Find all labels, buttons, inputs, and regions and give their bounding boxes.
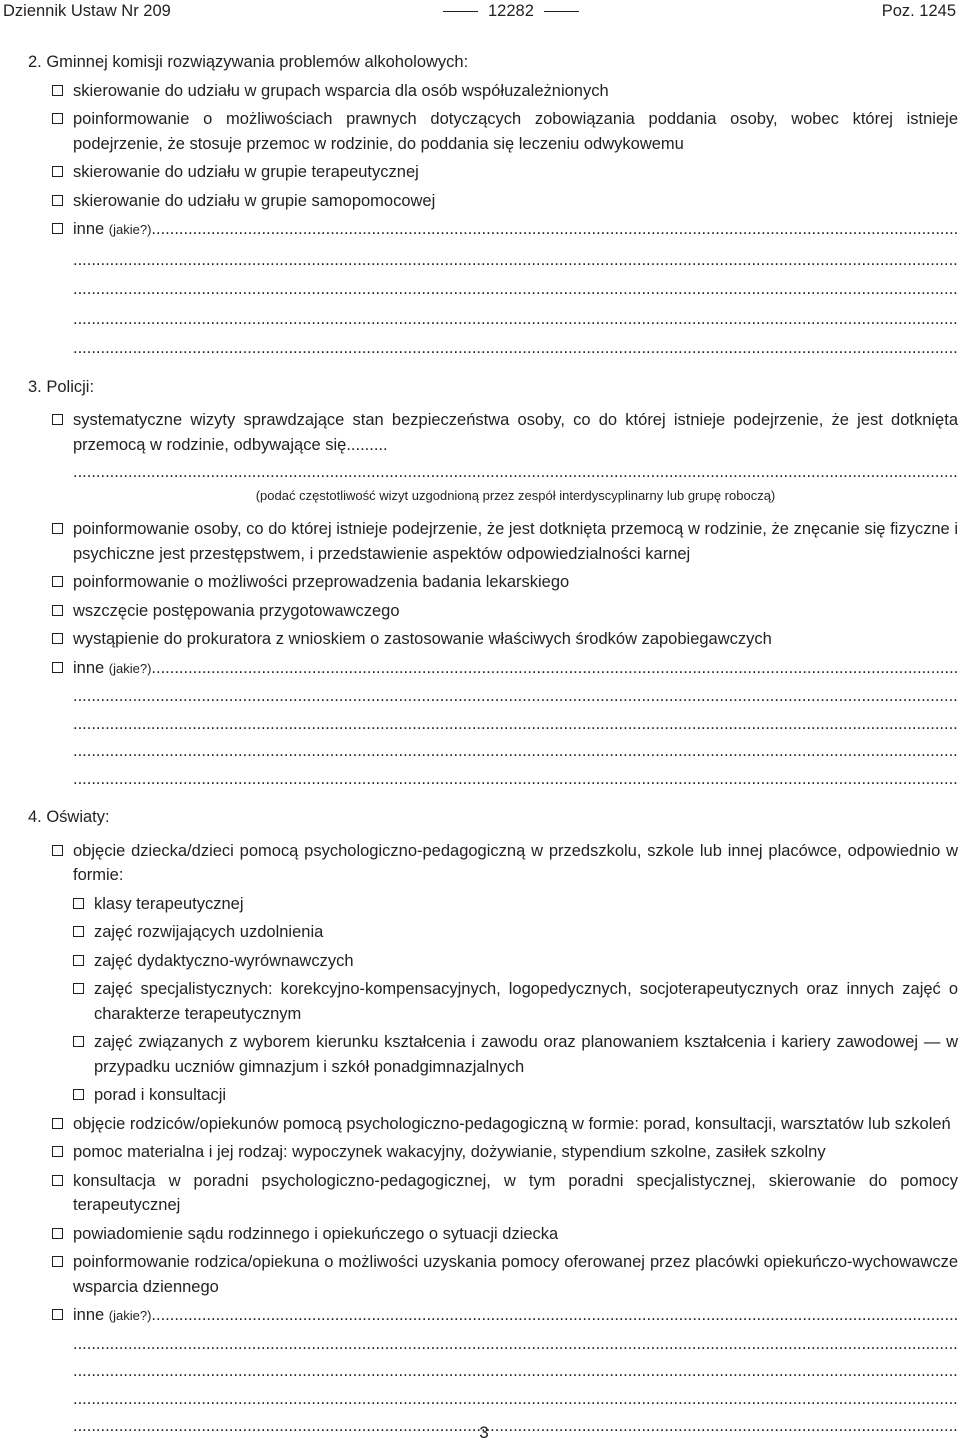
checkbox[interactable] [52,1146,63,1157]
item-text: klasy terapeutycznej [94,894,244,913]
checkbox[interactable] [73,926,84,937]
document-body [28,50,958,1439]
other-label: inne [73,658,105,677]
checkbox-item [28,599,958,624]
fill-line[interactable] [28,307,958,332]
page-header [0,0,960,24]
item-text: zajęć dydaktyczno-wyrównawczych [94,951,354,970]
item-text: poinformowanie o możliwości przeprowadzenia badania lekarskiego [73,573,570,591]
checkbox-subitem [28,892,958,917]
checkbox[interactable] [52,166,63,177]
checkbox[interactable] [52,1228,63,1239]
position-number: Poz. 1245 [881,2,956,20]
checkbox[interactable] [52,576,63,587]
item-text: systematyczne wizyty sprawdzające stan bezpieczeństwa osoby, co do której istnieje podejrzenie, że jest dotknięta przemocą w rodzinie, odbywające się [73,411,958,454]
checkbox-item [28,1222,958,1247]
fill-line[interactable]: ......... [346,435,388,454]
section-2-title: 2. Gminnej komisji rozwiązywania problemów alkoholowych: [28,53,469,71]
page-code-number: 12282 [488,2,534,20]
fill-line[interactable] [28,712,958,737]
other-item [28,1303,958,1329]
fill-line[interactable] [28,336,958,361]
section-4-title: 4. Oświaty: [28,808,110,826]
checkbox[interactable] [52,662,63,673]
checkbox-item [28,107,958,156]
checkbox-item [28,517,958,566]
item-text: porad i konsultacji [94,1086,227,1104]
item-text: pomoc materialna i jej rodzaj: wypoczynek wakacyjny, dożywianie, stypendium szkolne, zasiłek szkolny [73,1143,826,1161]
item-text: zajęć rozwijających uzdolnienia [94,923,324,941]
checkbox-item [28,189,958,214]
fill-line[interactable] [28,460,958,485]
checkbox[interactable] [52,1309,63,1320]
item-text: konsultacja w poradni psychologiczno-pedagogicznej, w tym poradni specjalistycznej, skierowanie do pomocy terapeutycznej [73,1171,958,1214]
checkbox[interactable] [52,1175,63,1186]
checkbox-item [28,1169,958,1218]
checkbox[interactable] [52,605,63,616]
checkbox[interactable] [52,85,63,96]
item-text: skierowanie do udziału w grupie terapeutycznej [73,163,419,181]
checkbox-item [28,627,958,652]
page-number: 3 [479,1423,489,1442]
item-text: powiadomienie sądu rodzinnego i opiekuńczego o sytuacji dziecka [73,1224,559,1243]
checkbox[interactable] [73,898,84,909]
fill-line[interactable] [28,1332,958,1357]
fill-line[interactable] [28,248,958,273]
fill-line[interactable] [28,767,958,792]
checkbox[interactable] [52,195,63,206]
checkbox-item [28,1250,958,1299]
checkbox[interactable] [73,955,84,966]
other-hint: (jakie?) [108,222,152,237]
fill-line[interactable] [28,1387,958,1412]
checkbox-item [28,160,958,185]
fill-line[interactable] [28,1359,958,1384]
other-item [28,217,958,243]
checkbox-item [28,408,958,457]
page-code [433,2,589,21]
checkbox[interactable] [52,414,63,425]
fill-line[interactable] [28,684,958,709]
checkbox[interactable] [52,633,63,644]
item-text: poinformowanie o możliwościach prawnych dotyczących zobowiązania poddania osoby, wobec której istnieje podejrzenie, że stosuje przemoc w rodzinie, do poddania się leczeniu odwykowemu [73,110,958,153]
checkbox-item [28,1140,958,1165]
checkbox[interactable] [52,1118,63,1129]
checkbox-item [28,570,958,595]
checkbox[interactable] [73,1089,84,1100]
visits-note: (podać częstotliwość wizyt uzgodnioną przez zespół interdyscyplinarny lub grupę roboczą) [255,487,776,503]
checkbox-subitem [28,977,958,1026]
checkbox[interactable] [73,1036,84,1047]
item-text: objęcie dziecka/dzieci pomocą psychologiczno-pedagogiczną w przedszkolu, szkole lub innej placówce, odpowiednio w formie: [73,841,958,884]
checkbox[interactable] [52,523,63,534]
checkbox-item [28,79,958,104]
item-text: poinformowanie rodzica/opiekuna o możliwości uzyskania pomocy oferowanej przez placówki opiekuńczo-wychowawcze wsparcia dziennego [73,1253,958,1296]
checkbox[interactable] [52,845,63,856]
other-label: inne [73,220,105,238]
item-text: objęcie rodziców/opiekunów pomocą psychologiczno-pedagogiczną w formie: porad, konsultacji, warsztatów lub szkoleń [73,1114,951,1133]
other-hint: (jakie?) [108,660,152,676]
checkbox-item [28,1112,958,1137]
dash-left [443,11,478,12]
journal-title: Dziennik Ustaw Nr 209 [3,2,171,20]
other-label: inne [73,1306,105,1324]
item-text: skierowanie do udziału w grupach wsparcia dla osób współuzależnionych [73,81,609,100]
checkbox-subitem [28,1083,958,1108]
item-text: wystąpienie do prokuratora z wnioskiem o zastosowanie właściwych środków zapobiegawczych [73,630,772,648]
item-text: poinformowanie osoby, co do której istnieje podejrzenie, że jest dotknięta przemocą w rodzinie, że znęcanie się fizyczne i psychiczne jest przestępstwem, i przedstawienie aspektów odpowiedzialności karnej [73,520,958,563]
checkbox-item [28,839,958,888]
fill-line[interactable] [28,739,958,764]
item-text: zajęć związanych z wyborem kierunku kształcenia i zawodu oraz planowaniem kształcenia i kariery zawodowej — w przypadku uczniów gimnazjum i szkół ponadgimnazjalnych [94,1033,958,1076]
checkbox[interactable] [73,983,84,994]
item-text: wszczęcie postępowania przygotowawczego [73,601,400,620]
item-text: skierowanie do udziału w grupie samopomocowej [73,191,436,210]
section-3-title: 3. Policji: [28,377,95,396]
fill-line[interactable] [28,277,958,302]
checkbox-subitem [28,949,958,974]
fill-line[interactable] [151,1306,958,1324]
checkbox-subitem [28,920,958,945]
checkbox[interactable] [52,223,63,234]
checkbox-subitem [28,1030,958,1079]
checkbox[interactable] [52,1256,63,1267]
fill-line[interactable] [151,659,958,677]
checkbox[interactable] [52,113,63,124]
other-hint: (jakie?) [108,1308,152,1323]
item-text: zajęć specjalistycznych: korekcyjno-kompensacyjnych, logopedycznych, socjoterapeutycznych oraz innych zajęć o charakterze terapeutycznym [94,980,958,1023]
dash-right [544,11,579,12]
other-item [28,656,958,682]
fill-line[interactable] [151,220,958,238]
